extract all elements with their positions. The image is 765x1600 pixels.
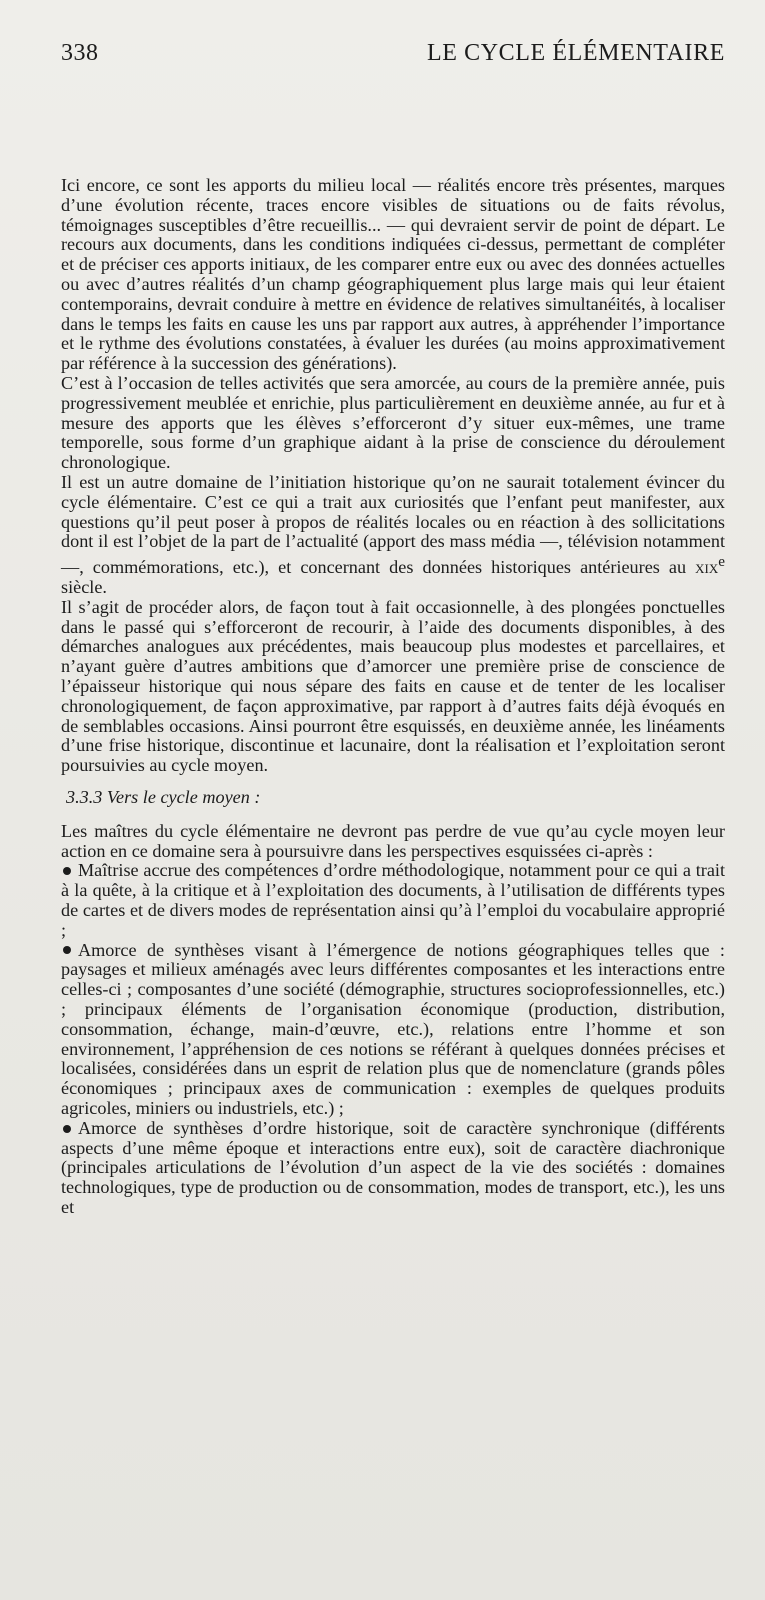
list-item: [61, 861, 725, 940]
page-number: 338: [61, 40, 99, 66]
paragraph: [61, 473, 725, 598]
subsection-title: 3.3.3 Vers le cycle moyen :: [66, 786, 261, 807]
list-item-text: Maîtrise accrue des compétences d’ordre méthodologique, notamment pour ce qui a trait à la quête, à la critique et à l’exploitation des documents, à l’utilisation de différents types de cartes et de divers modes de représentation ainsi qu’à l’emploi du vocabulaire approprié ;: [61, 860, 725, 940]
intro-paragraph: Les maîtres du cycle élémentaire ne devront pas perdre de vue qu’au cycle moyen leur action en ce domaine sera à poursuivre dans les perspectives esquissées ci-après :: [61, 820, 725, 861]
century-superscript: e: [718, 553, 726, 571]
bullet-icon: [63, 867, 71, 875]
paragraph: Ici encore, ce sont les apports du milieu local — réalités encore très présentes, marques d’une évolution récente, traces encore visibles de situations ou de faits révolus, témoignages susceptibles d’être recueillis... — qui devraient servir de point de départ. Le recours aux documents, dans les conditions indiquées ci-dessus, permettant de compléter et de préciser ces apports initiaux, de les comparer entre eux ou avec des données actuelles ou avec d’autres réalités d’un champ géographiquement plus large mais qui leur étaient contemporains, devrait conduire à mettre en évidence de relatives simultanéités, à localiser dans le temps les faits en cause les uns par rapport aux autres, à appréhender l’importance et le rythme des évolutions constatées, à évaluer les durées (au moins approximativement par référence à la succession des générations).: [61, 175, 725, 374]
century-tail: siècle.: [61, 577, 107, 597]
paragraph-text: Il est un autre domaine de l’initiation historique qu’on ne saurait totalement évincer du cycle élémentaire. C’est ce qui a trait aux curiosités que l’enfant peut manifester, aux questions qu’il peut poser à propos de réalités locales ou en réaction à des sollicitations dont il est l’objet de la part de l’actualité (apport des mass média —, télévision notamment —, commémorations, etc.), et concernant des données historiques antérieures au: [61, 471, 725, 578]
page-header: [61, 40, 725, 74]
bullet-icon: [63, 1125, 71, 1133]
list-item-text: Amorce de synthèses d’ordre historique, soit de caractère synchronique (différents aspects d’une même époque et interactions entre eux), soit de caractère diachronique (principales articulations de l’évolution d’un aspect de la vie des sociétés : domaines technologiques, type de production ou de consommation, modes de transport, etc.), les uns et: [61, 1117, 725, 1217]
list-item: [61, 941, 725, 1119]
paragraph: C’est à l’occasion de telles activités que sera amorcée, au cours de la première année, puis progressivement meublée et enrichie, plus particulièrement en deuxième année, au fur et à mesure des apports que les élèves s’efforceront d’y situer eux-mêmes, une trame temporelle, sous forme d’un graphique aidant à la prise de conscience du déroulement chronologique.: [61, 372, 725, 473]
century-numeral: xix: [695, 557, 719, 578]
page-body: [61, 176, 725, 1218]
list-item-text: Amorce de synthèses visant à l’émergence de notions géographiques telles que : paysages et milieux aménagés avec leurs différentes composantes et les interactions entre celles-ci ; composantes d’une société (démographie, structures socioprofessionnelles, etc.) ; principaux éléments de l’organisation économique (production, distribution, consommation, échange, main-d’œuvre, etc.), relations entre l’homme et son environnement, l’appréhension de ces notions se référant à quelques données précises et localisées, considérées dans un esprit de relation plus que de nomenclature (grands pôles économiques ; principaux axes de communication : exemples de quelques produits agricoles, miniers ou industriels, etc.) ;: [61, 939, 725, 1118]
paragraph: Il s’agit de procéder alors, de façon tout à fait occasionnelle, à des plongées ponctuelles dans le passé qui s’efforceront de recourir, à l’aide des documents disponibles, à des démarches analogues aux précédentes, mais beaucoup plus modestes et parcellaires, et n’ayant guère d’autres ambitions que d’amorcer une première prise de conscience de l’épaisseur historique qui nous sépare des faits en cause et de tenter de les localiser chronologiquement, de façon approximative, par rapport à d’autres faits déjà évoqués en de semblables occasions. Ainsi pourront être esquissés, en deuxième année, les linéaments d’une frise historique, discontinue et lacunaire, dont la réalisation et l’exploitation seront poursuivies au cycle moyen.: [61, 596, 725, 776]
running-title: LE CYCLE ÉLÉMENTAIRE: [426, 40, 725, 66]
list-item: [61, 1119, 725, 1218]
bullet-icon: [63, 946, 71, 954]
